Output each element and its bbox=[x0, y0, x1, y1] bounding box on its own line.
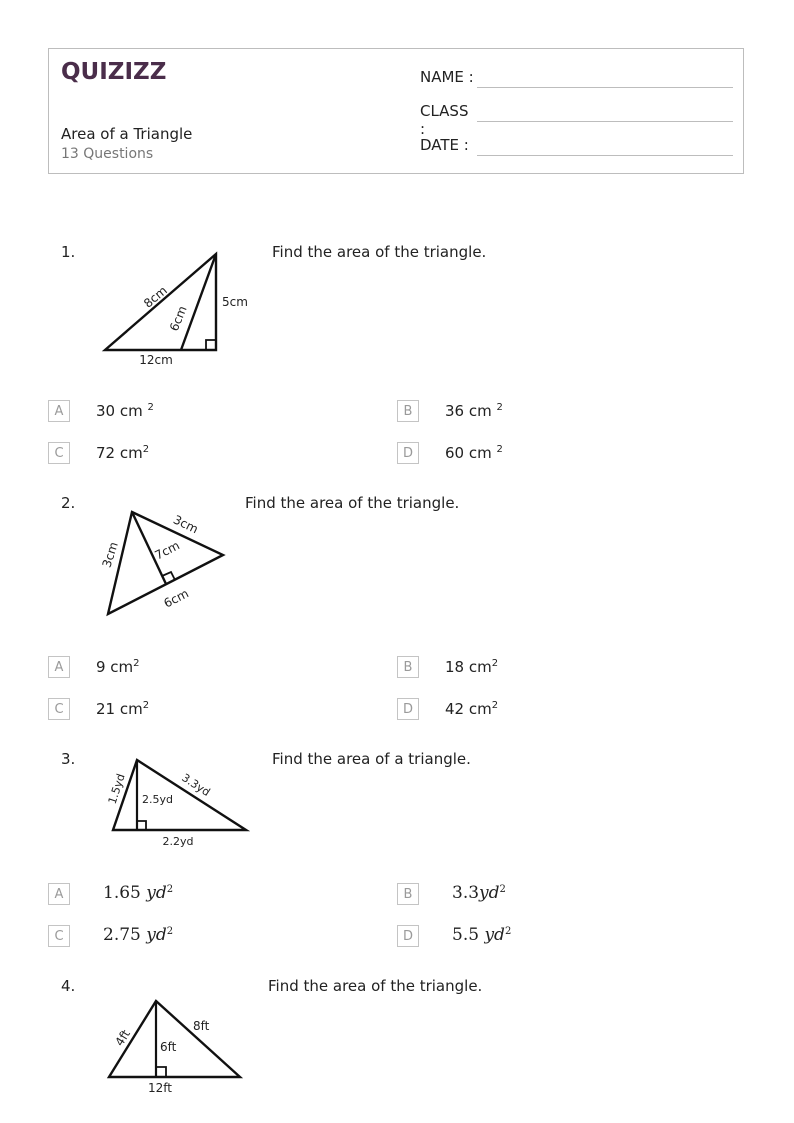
option-b-text[interactable]: $3.3yd^2$ bbox=[452, 883, 506, 903]
worksheet-header bbox=[48, 48, 744, 174]
label-height: 6ft bbox=[160, 1040, 177, 1054]
question-count: 13 Questions bbox=[61, 146, 154, 162]
option-c-text[interactable]: 72 $cm^2$ bbox=[96, 444, 150, 462]
name-label: NAME : bbox=[420, 68, 474, 86]
label-right-side: 8ft bbox=[193, 1019, 210, 1033]
option-d-text[interactable]: 60 cm $^2$ bbox=[445, 444, 503, 462]
option-a-box[interactable]: A bbox=[48, 400, 70, 422]
option-d-text[interactable]: 5.5 $yd^2$ bbox=[452, 925, 512, 945]
option-c-text[interactable]: 2.75 $yd^2$ bbox=[103, 925, 174, 945]
triangle-figure-1 bbox=[98, 248, 258, 372]
label-base: 6cm bbox=[161, 586, 191, 611]
class-label: CLASS : bbox=[420, 102, 469, 138]
label-left-side: 1.5yd bbox=[105, 772, 128, 806]
label-base: 12ft bbox=[148, 1081, 172, 1095]
class-line bbox=[477, 121, 733, 122]
option-a-text[interactable]: 9 $cm^2$ bbox=[96, 658, 140, 676]
date-label: DATE : bbox=[420, 136, 469, 154]
option-c-box[interactable]: C bbox=[48, 442, 70, 464]
option-a-text[interactable]: 1.65 $yd^2$ bbox=[103, 883, 174, 903]
question-number: 2. bbox=[61, 494, 76, 512]
label-height: 5cm bbox=[222, 295, 248, 309]
triangle-figure-4 bbox=[100, 994, 250, 1098]
option-b-box[interactable]: B bbox=[397, 656, 419, 678]
triangle-figure-2 bbox=[96, 506, 236, 624]
name-line bbox=[477, 87, 733, 88]
name-field[interactable] bbox=[420, 68, 476, 86]
label-left-side: 3cm bbox=[99, 540, 121, 570]
label-base: 12cm bbox=[139, 353, 173, 367]
option-d-box[interactable]: D bbox=[397, 442, 419, 464]
question-number: 3. bbox=[61, 750, 76, 768]
option-a-box[interactable]: A bbox=[48, 883, 70, 905]
date-field[interactable] bbox=[420, 136, 476, 154]
option-b-box[interactable]: B bbox=[397, 400, 419, 422]
label-left-side: 4ft bbox=[112, 1027, 133, 1049]
option-c-box[interactable]: C bbox=[48, 925, 70, 947]
label-inner: 6cm bbox=[166, 303, 190, 334]
option-a-box[interactable]: A bbox=[48, 656, 70, 678]
worksheet-title: Area of a Triangle bbox=[61, 125, 193, 143]
class-field[interactable] bbox=[420, 102, 476, 138]
label-top-side: 3cm bbox=[171, 512, 201, 537]
question-text: Find the area of a triangle. bbox=[272, 750, 471, 768]
question-text: Find the area of the triangle. bbox=[268, 977, 483, 995]
question-text: Find the area of the triangle. bbox=[272, 243, 487, 261]
option-d-box[interactable]: D bbox=[397, 925, 419, 947]
label-height: 2.5yd bbox=[142, 793, 173, 806]
option-d-text[interactable]: 42 $cm^2$ bbox=[445, 700, 499, 718]
date-line bbox=[477, 155, 733, 156]
option-b-box[interactable]: B bbox=[397, 883, 419, 905]
option-c-box[interactable]: C bbox=[48, 698, 70, 720]
option-b-text[interactable]: 18 $cm^2$ bbox=[445, 658, 499, 676]
option-a-text[interactable]: 30 cm $^2$ bbox=[96, 402, 154, 420]
question-number: 4. bbox=[61, 977, 76, 995]
question-text: Find the area of the triangle. bbox=[245, 494, 460, 512]
triangle-figure-3 bbox=[100, 754, 250, 854]
question-number: 1. bbox=[61, 243, 76, 261]
label-right-side: 3.3yd bbox=[179, 771, 213, 799]
label-base: 2.2yd bbox=[162, 835, 194, 848]
label-hypotenuse: 8cm bbox=[141, 283, 170, 311]
option-c-text[interactable]: 21 $cm^2$ bbox=[96, 700, 150, 718]
label-height: 7cm bbox=[152, 538, 182, 563]
quizizz-logo: QUIZIZZ bbox=[61, 59, 167, 85]
option-d-box[interactable]: D bbox=[397, 698, 419, 720]
option-b-text[interactable]: 36 cm $^2$ bbox=[445, 402, 503, 420]
